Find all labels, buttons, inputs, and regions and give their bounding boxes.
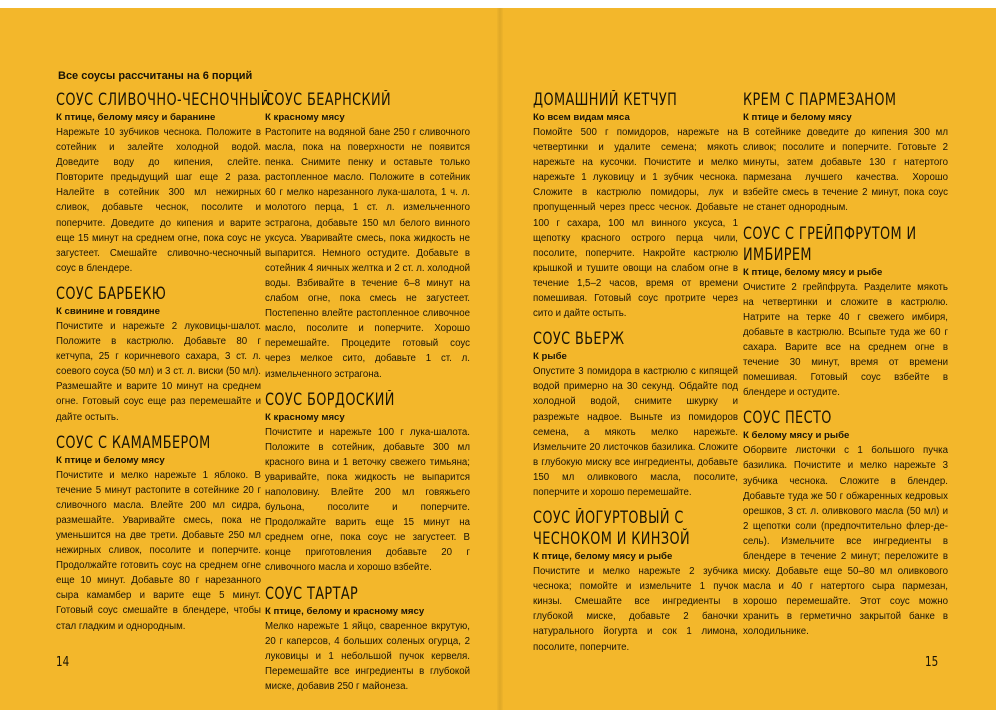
recipe — [533, 89, 738, 321]
recipe-text: Почистите и мелко нарежьте 2 зубчика чеснока; помойте и измельчите 1 пучок кинзы. Смешайте все ингредиенты в глубокой миске, добавьте 2 баночки натурального йогурта и сок 1 лимона, посолите, поперчите. — [533, 566, 738, 653]
recipe-title: СОУС С КАМАМБЕРОМ — [56, 432, 211, 452]
recipe — [743, 407, 948, 639]
recipe — [265, 583, 470, 694]
recipe — [56, 283, 261, 425]
recipe — [743, 89, 948, 216]
recipe-text: Нарежьте 10 зубчиков чеснока. Положите в сотейник и залейте холодной водой. Доведите воду до кипения, слейте. Повторите предыдущий шаг еще 2 раза. Налейте в сотейник 300 мл нежирных сливок, добавьте чеснок, посолите и поперчите. Доведите до кипения и варите еще 15 минут на среднем огне, пока соус не загустеет. Смешайте сливочно-чесночный соус в блендере. — [56, 127, 261, 274]
recipe-title: СОУС ПЕСТО — [743, 408, 832, 428]
recipe-subtitle: К красному мясу — [265, 411, 345, 423]
recipe-title: СОУС ЙОГУРТОВЫЙ С ЧЕСНОКОМ И КИНЗОЙ — [533, 508, 691, 549]
recipe-title: СОУС СЛИВОЧНО-ЧЕСНОЧНЫЙ — [56, 90, 271, 109]
recipe — [56, 432, 261, 634]
recipe-title: СОУС БАРБЕКЮ — [56, 283, 167, 303]
recipe-text: Почистите и нарежьте 100 г лука-шалота. Положите в сотейник, добавьте 300 мл красного вина и 1 веточку свежего тимьяна; уваривайте, пока жидкость не выпарится наполовину. Влейте 200 мл говяжьего бульона, посолите и поперчите. Продолжайте варить еще 15 минут на среднем огне, пока соус не загустеет. В конце приготовления добавьте 20 г сливочного масла и хорошо взбейте. — [265, 426, 470, 574]
recipe — [533, 328, 738, 500]
recipe-subtitle: К свинине и говядине — [56, 305, 160, 317]
recipe-text: Опустите 3 помидора в кастрюлю с кипящей водой примерно на 30 секунд. Обдайте под холодной водой, снимите шкурку и разрежьте надвое. Выньте из помидоров семена, а мякоть мелко нарежьте. Измельчите 20 листочков базилика. Сложите в глубокую миску все ингредиенты, добавьте 150 мл оливкового масла, посолите, поперчите и хорошо перемешайте. — [533, 366, 738, 498]
recipe — [56, 89, 271, 276]
recipe-text: Помойте 500 г помидоров, нарежьте на четвертинки и удалите семена; мякоть нарежьте на кусочки. Почистите и мелко нарежьте 1 луковицу и 1 зубчик чеснока. Сложите в кастрюлю помидоры, лук и пропущенный через пресс чеснок. Добавьте 100 г сахара, 100 мл винного уксуса, 1 щепотку красного острого перца чили, посолите, поперчите. Накройте кастрюлю крышкой и тушите овощи на слабом огне в течение 1,5–2 часов, время от времени помешивая. Готовый соус протрите через сито и дайте остыть. — [533, 127, 738, 320]
recipe-title: СОУС ТАРТАР — [265, 583, 359, 603]
recipe-text: Растопите на водяной бане 250 г сливочного масла, пока на поверхности не появится пенка. Снимите пенку и оставьте только растопленное масло. Положите в сотейник 60 г мелко нарезанного лука-шалота, 1 ч. л. молотого перца, 1 ст. л. измельченного эстрагона, добавьте 150 мл белого винного уксуса. Уваривайте смесь, пока жидкость не выпарится. Немного остудите. Добавьте в сотейник 4 яичных желтка и 2 ст. л. холодной воды. Взбивайте в течение 6–8 минут на слабом огне, пока смесь не загустеет. Постепенно влейте растопленное сливочное масло, посолите и поперчите. Хорошо перемешайте. Процедите готовый соус через мелкое сито, добавьте 1 ст. л. измельченного эстрагона. — [265, 127, 470, 380]
page-number-right: 15 — [925, 655, 939, 670]
recipe-subtitle: К птице, белому мясу и баранине — [56, 112, 216, 123]
recipe-text: Почистите и нарежьте 2 луковицы-шалот. Положите в кастрюлю. Добавьте 80 г кетчупа, 25 г коричневого сахара, 3 ст. л. соевого соуса (50 мл) и 3 ст. л. виски (50 мл). Размешайте и варите 10 минут на среднем огне. Готовый соус еще раз перемешайте и дайте остыть. — [56, 320, 261, 423]
recipe-title: ДОМАШНИЙ КЕТЧУП — [533, 90, 678, 109]
recipe-subtitle: К птице и белому мясу — [743, 112, 852, 123]
page-number-left: 14 — [56, 655, 70, 670]
recipe — [533, 507, 738, 655]
recipe-text: В сотейнике доведите до кипения 300 мл сливок; посолите и поперчите. Готовьте 2 минуты, затем добавьте 130 г натертого пармезана лучшего качества. Хорошо взбейте смесь в течение 2 минут, пока соус не станет однородным. — [743, 127, 948, 214]
recipe-title: СОУС С ГРЕЙПФРУТОМ И ИМБИРЕМ — [743, 223, 917, 264]
portions-note: Все соусы рассчитаны на 6 порций — [58, 70, 253, 82]
recipe-title: СОУС ВЬЕРЖ — [533, 329, 625, 349]
recipe-subtitle: К птице, белому мясу и рыбе — [743, 266, 883, 278]
recipe-subtitle: К красному мясу — [265, 112, 345, 123]
recipe — [743, 223, 948, 401]
recipe — [265, 89, 470, 382]
recipe-subtitle: Ко всем видам мяса — [533, 112, 630, 123]
recipe-subtitle: К рыбе — [533, 351, 567, 363]
book-gutter — [497, 8, 503, 710]
recipe-subtitle: К птице, белому и красному мясу — [265, 605, 425, 617]
column-4 — [743, 89, 948, 647]
recipe-subtitle: К белому мясу и рыбе — [743, 430, 850, 442]
recipe-text: Почистите и мелко нарежьте 1 яблоко. В течение 5 минут растопите в сотейнике 20 г сливочного масла. Влейте 200 мл сидра, размешайте. Уваривайте смесь, пока не уменьшится на две трети. Добавьте 250 мл нежирных сливок, посолите и поперчите. Продолжайте готовить соус на среднем огне еще 10 минут. Добавьте 80 г нарезанного сыра камамбер и варите еще 5 минут. Готовый соус смешайте в блендере, чтобы стал гладким и однородным. — [56, 469, 261, 632]
column-1 — [56, 89, 271, 641]
recipe — [265, 389, 470, 576]
recipe-title: СОУС БЕАРНСКИЙ — [265, 90, 392, 109]
recipe-subtitle: К птице и белому мясу — [56, 454, 165, 466]
recipe-text: Очистите 2 грейпфрута. Разделите мякоть на четвертинки и сложите в кастрюлю. Натрите на терке 40 г свежего имбиря, добавьте в кастрюлю. Всыпьте туда же 60 г сахара. Варите все на среднем огне в течение 30 минут, время от времени помешивая. Готовый соус взбейте в блендере и остудите. — [743, 281, 948, 399]
recipe-text: Оборвите листочки с 1 большого пучка базилика. Почистите и мелко нарежьте 3 зубчика чеснока. Сложите в блендер. Добавьте туда же 50 г обжаренных кедровых орешков, 3 ст. л. оливкового масла (50 мл) и 2 щепотки соли (предпочтительно флер-де-сель). Измельчите все ингредиенты в блендере в течение 2 минут; переложите в миску. Добавьте еще 50–80 мл оливкового масла и 40 г натертого сыра пармезан, хорошо перемешайте. Этот соус можно хранить в герметично закрытой банке в холодильнике. — [743, 445, 948, 638]
recipe-title: КРЕМ С ПАРМЕЗАНОМ — [743, 90, 897, 109]
recipe-title: СОУС БОРДОСКИЙ — [265, 389, 395, 409]
column-3 — [533, 89, 738, 662]
recipe-text: Мелко нарежьте 1 яйцо, сваренное вкрутую, 20 г каперсов, 4 больших соленых огурца, 2 луковицы и 1 небольшой пучок кервеля. Перемешайте все ингредиенты в глубокой миске, добавив 250 г майонеза. — [265, 620, 470, 692]
column-2 — [265, 89, 470, 701]
recipe-subtitle: К птице, белому мясу и рыбе — [533, 551, 673, 563]
